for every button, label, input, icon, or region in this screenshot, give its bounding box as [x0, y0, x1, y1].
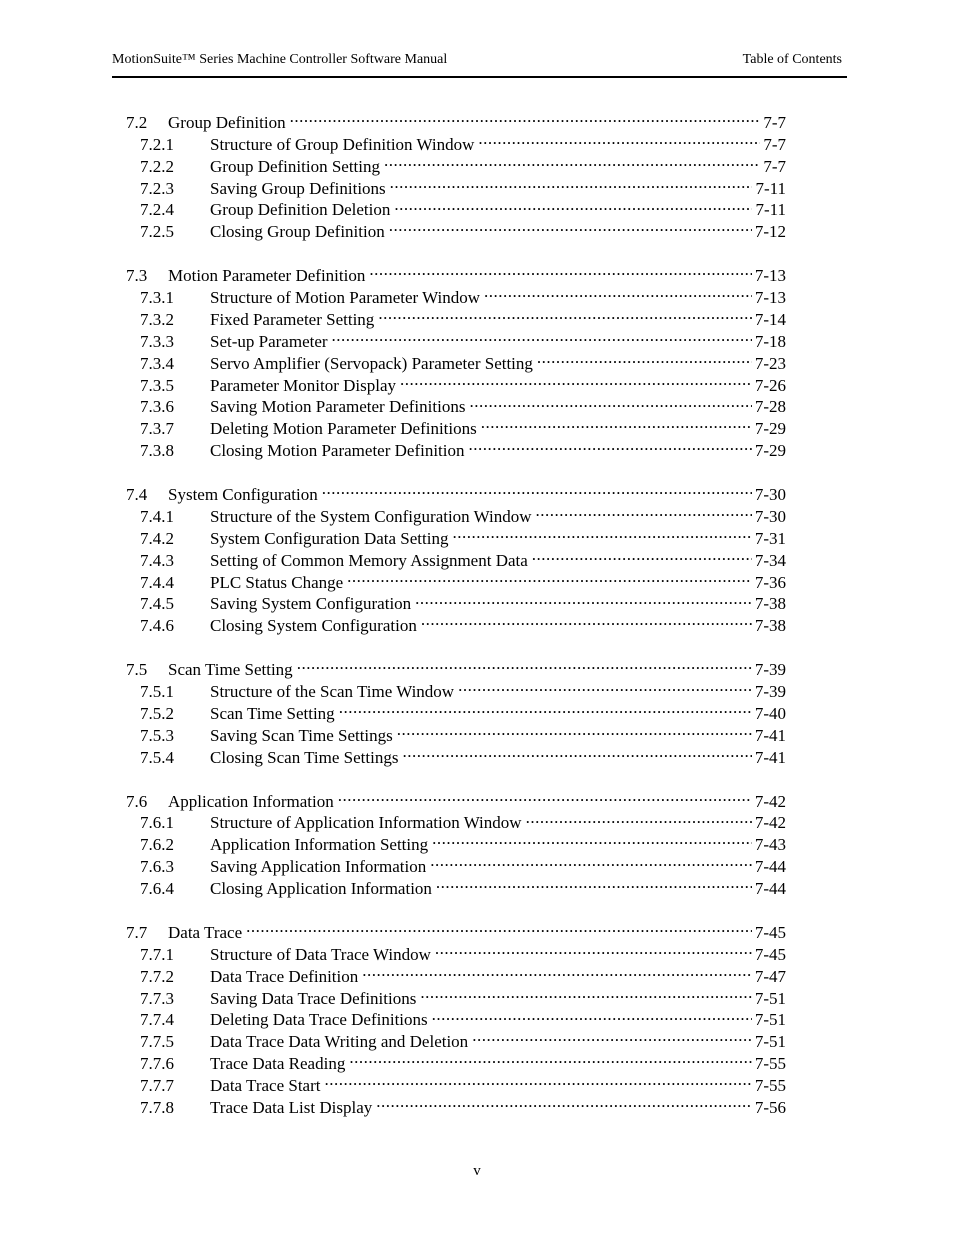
toc-section	[126, 106, 786, 242]
toc-entry-number: 7.5.3	[140, 725, 174, 745]
toc-entry-title: Saving Data Trace Definitions	[210, 988, 417, 1008]
toc-entry-title: Closing System Configuration	[210, 616, 417, 636]
dot-leader	[362, 960, 752, 982]
toc-entry-page: 7-14	[754, 309, 786, 329]
toc-entry-number: 7.3.5	[140, 375, 174, 395]
toc-entry-page: 7-13	[754, 266, 786, 286]
toc-entry-number: 7.2.1	[140, 134, 174, 154]
toc-entry-page: 7-39	[754, 660, 786, 680]
toc-entry-title: Setting of Common Memory Assignment Data	[210, 550, 528, 570]
toc-entry-number: 7.7.5	[140, 1032, 174, 1052]
toc-entry-title: Closing Motion Parameter Definition	[210, 441, 465, 461]
dot-leader	[400, 369, 752, 391]
dot-leader	[435, 938, 752, 960]
dot-leader	[390, 172, 753, 194]
toc-entry-title: Deleting Data Trace Definitions	[210, 1010, 428, 1030]
toc-entry-page: 7-29	[754, 441, 786, 461]
toc-entry-page: 7-11	[755, 200, 786, 220]
toc-entry-title: Structure of Application Information Window	[210, 813, 522, 833]
toc-entry-number: 7.5.2	[140, 703, 174, 723]
toc-entry-title: System Configuration	[168, 485, 318, 505]
dot-leader	[432, 1004, 752, 1026]
toc-entry-page: 7-42	[754, 813, 786, 833]
toc-entry-title: Group Definition Setting	[210, 156, 380, 176]
toc-entry-title: Structure of the System Configuration Window	[210, 506, 532, 526]
dot-leader	[436, 872, 752, 894]
toc-entry-title: Parameter Monitor Display	[210, 375, 397, 395]
toc-entry-page: 7-55	[754, 1054, 786, 1074]
toc-entry-page: 7-12	[754, 222, 786, 242]
toc-entry-title: Application Information	[168, 791, 334, 811]
dot-leader	[469, 434, 752, 456]
toc-entry-number: 7.3.8	[140, 441, 174, 461]
dot-leader	[421, 609, 752, 631]
dot-leader	[389, 215, 752, 237]
toc-entry-page: 7-45	[754, 922, 786, 942]
toc-entry-number: 7.7.6	[140, 1054, 174, 1074]
toc-entry-number: 7.7.7	[140, 1076, 174, 1096]
toc-entry-number: 7.5.4	[140, 747, 174, 767]
toc-entry-number: 7.3.7	[140, 419, 174, 439]
toc-entry-page: 7-44	[754, 879, 786, 899]
toc-entry-page: 7-23	[754, 353, 786, 373]
toc-entry-number: 7.4.3	[140, 550, 174, 570]
dot-leader	[472, 1025, 752, 1047]
toc-entry-title: PLC Status Change	[210, 572, 344, 592]
toc-entry-title: Data Trace	[168, 922, 243, 942]
toc-entry-page: 7-26	[754, 375, 786, 395]
toc-entry-page: 7-34	[754, 550, 786, 570]
toc-entry-number: 7.7	[126, 922, 148, 942]
toc-section-entry[interactable]	[126, 916, 786, 942]
toc-entry-page: 7-29	[754, 419, 786, 439]
toc-entry-number: 7.5.1	[140, 682, 174, 702]
dot-leader	[452, 522, 751, 544]
toc-entry-title: Set-up Parameter	[210, 331, 328, 351]
toc-section-entry[interactable]	[126, 478, 786, 505]
toc-entry-title: Data Trace Data Writing and Deletion	[210, 1032, 469, 1052]
toc-entry-page: 7-38	[754, 616, 786, 636]
dot-leader	[338, 785, 752, 807]
toc-entry-title: Structure of Data Trace Window	[210, 944, 431, 964]
dot-leader	[376, 1091, 752, 1113]
dot-leader	[402, 741, 751, 763]
toc-section	[126, 785, 786, 899]
toc-entry-number: 7.3.2	[140, 309, 174, 329]
toc-entry-page: 7-31	[754, 528, 786, 548]
toc-entry-number: 7.7.8	[140, 1097, 174, 1117]
toc-entry-number: 7.7.2	[140, 966, 174, 986]
dot-leader	[469, 391, 751, 413]
toc-entry-page: 7-55	[754, 1076, 786, 1096]
toc-entry-page: 7-11	[755, 178, 786, 198]
toc-entry-number: 7.4.6	[140, 616, 174, 636]
toc-entry-title: Motion Parameter Definition	[168, 266, 366, 286]
toc-entry-page: 7-18	[754, 331, 786, 351]
toc-entry-title: Trace Data List Display	[210, 1097, 373, 1117]
toc-entry-title: Saving Application Information	[210, 857, 427, 877]
toc-entry-page: 7-30	[754, 506, 786, 526]
toc-entry-title: Servo Amplifier (Servopack) Parameter Setting	[210, 353, 533, 373]
toc-entry-number: 7.3.3	[140, 331, 174, 351]
toc-section-entry[interactable]	[126, 653, 786, 680]
toc-entry-page: 7-41	[754, 725, 786, 745]
toc-entry-number: 7.3	[126, 266, 148, 286]
dot-leader	[297, 653, 752, 675]
toc-entry-page: 7-7	[763, 112, 786, 132]
toc-entry-title: System Configuration Data Setting	[210, 528, 449, 548]
dot-leader	[246, 916, 752, 938]
toc-entry-number: 7.6.1	[140, 813, 174, 833]
toc-entry-title: Data Trace Start	[210, 1076, 321, 1096]
header-section-name: Table of Contents	[742, 52, 842, 67]
toc-entry-title: Application Information Setting	[210, 835, 429, 855]
toc-entry-number: 7.2.5	[140, 222, 174, 242]
toc-entry-number: 7.3.1	[140, 288, 174, 308]
dot-leader	[484, 281, 752, 303]
toc-entry-page: 7-40	[754, 703, 786, 723]
toc-entry-page: 7-44	[754, 857, 786, 877]
toc-entry-number: 7.6.3	[140, 857, 174, 877]
toc-entry-page: 7-45	[754, 944, 786, 964]
toc-entry-page: 7-36	[754, 572, 786, 592]
toc-entry-page: 7-39	[754, 682, 786, 702]
toc-entry-page: 7-13	[754, 288, 786, 308]
toc-entry-page: 7-30	[754, 485, 786, 505]
toc-entry-title: Group Definition Deletion	[210, 200, 391, 220]
toc-entry-title: Deleting Motion Parameter Definitions	[210, 419, 477, 439]
toc-entry-page: 7-56	[754, 1097, 786, 1117]
dot-leader	[420, 982, 751, 1004]
toc-entry-title: Structure of the Scan Time Window	[210, 682, 455, 702]
toc-entry-number: 7.6.4	[140, 879, 174, 899]
dot-leader	[430, 850, 752, 872]
toc-entry-number: 7.4.2	[140, 528, 174, 548]
toc-entry-page: 7-43	[754, 835, 786, 855]
toc-entry-title: Closing Application Information	[210, 879, 432, 899]
toc-entry-number: 7.2.2	[140, 156, 174, 176]
toc-entry-number: 7.6	[126, 791, 148, 811]
toc-entry-title: Trace Data Reading	[210, 1054, 346, 1074]
dot-leader	[324, 1069, 751, 1091]
toc-entry-page: 7-38	[754, 594, 786, 614]
toc-entry-number: 7.4	[126, 485, 148, 505]
toc-entry-number: 7.4.1	[140, 506, 174, 526]
dot-leader	[290, 106, 761, 128]
toc-entry-number: 7.7.4	[140, 1010, 174, 1030]
dot-leader	[415, 588, 752, 610]
toc-entry-title: Group Definition	[168, 112, 286, 132]
toc-entry-title: Fixed Parameter Setting	[210, 309, 375, 329]
toc-entry-number: 7.7.3	[140, 988, 174, 1008]
dot-leader	[322, 478, 752, 500]
toc-section-entry[interactable]	[126, 785, 786, 811]
dot-leader	[378, 303, 752, 325]
toc-section-entry[interactable]	[126, 259, 786, 286]
dot-leader	[332, 325, 752, 347]
dot-leader	[384, 150, 760, 172]
dot-leader	[339, 697, 752, 719]
dot-leader	[536, 500, 752, 522]
toc-entry-page: 7-51	[754, 1032, 786, 1052]
toc-entry-number: 7.2.4	[140, 200, 174, 220]
dot-leader	[394, 194, 752, 216]
toc-section-entry[interactable]	[126, 106, 786, 132]
toc-entry-page: 7-51	[754, 1010, 786, 1030]
toc-entry-number: 7.4.5	[140, 594, 174, 614]
dot-leader	[537, 347, 752, 369]
toc-entry-title: Data Trace Definition	[210, 966, 359, 986]
toc-entry-page: 7-28	[754, 397, 786, 417]
toc-entry-number: 7.7.1	[140, 944, 174, 964]
toc-entry-title: Structure of Motion Parameter Window	[210, 288, 480, 308]
dot-leader	[458, 675, 752, 697]
toc-entry-number: 7.2	[126, 112, 148, 132]
toc-entry-number: 7.2.3	[140, 178, 174, 198]
toc-entry-page: 7-7	[763, 134, 786, 154]
toc-entry-page: 7-51	[754, 988, 786, 1008]
toc-entry-number: 7.3.4	[140, 353, 174, 373]
toc-section	[126, 916, 786, 1117]
page-header	[112, 50, 847, 78]
dot-leader	[532, 544, 752, 566]
toc-entry-page: 7-7	[763, 156, 786, 176]
toc-section	[126, 653, 786, 767]
toc-section	[126, 478, 786, 636]
toc-entry-title: Saving Motion Parameter Definitions	[210, 397, 466, 417]
toc-entry-title: Saving System Configuration	[210, 594, 412, 614]
dot-leader	[432, 828, 752, 850]
toc-entry-title: Saving Scan Time Settings	[210, 725, 393, 745]
toc-section	[126, 259, 786, 461]
dot-leader	[349, 1047, 752, 1069]
manual-title: MotionSuite™ Series Machine Controller Software Manual	[112, 52, 448, 67]
toc-entry-page: 7-42	[754, 791, 786, 811]
dot-leader	[397, 719, 752, 741]
toc-entry-number: 7.6.2	[140, 835, 174, 855]
dot-leader	[347, 566, 752, 588]
page-number: v	[473, 1163, 481, 1179]
toc-entry-title: Structure of Group Definition Window	[210, 134, 475, 154]
dot-leader	[526, 807, 752, 829]
toc-entry-page: 7-47	[754, 966, 786, 986]
toc-entry-title: Scan Time Setting	[210, 703, 335, 723]
toc-entry-number: 7.4.4	[140, 572, 174, 592]
dot-leader	[481, 412, 752, 434]
toc-entry-title: Closing Scan Time Settings	[210, 747, 399, 767]
toc-entry-title: Saving Group Definitions	[210, 178, 386, 198]
toc-entry-title: Closing Group Definition	[210, 222, 385, 242]
dot-leader	[478, 128, 760, 150]
table-of-contents	[126, 106, 786, 1135]
toc-entry-title: Scan Time Setting	[168, 660, 293, 680]
toc-entry-page: 7-41	[754, 747, 786, 767]
dot-leader	[369, 259, 751, 281]
toc-entry-number: 7.5	[126, 660, 148, 680]
toc-entry-number: 7.3.6	[140, 397, 174, 417]
